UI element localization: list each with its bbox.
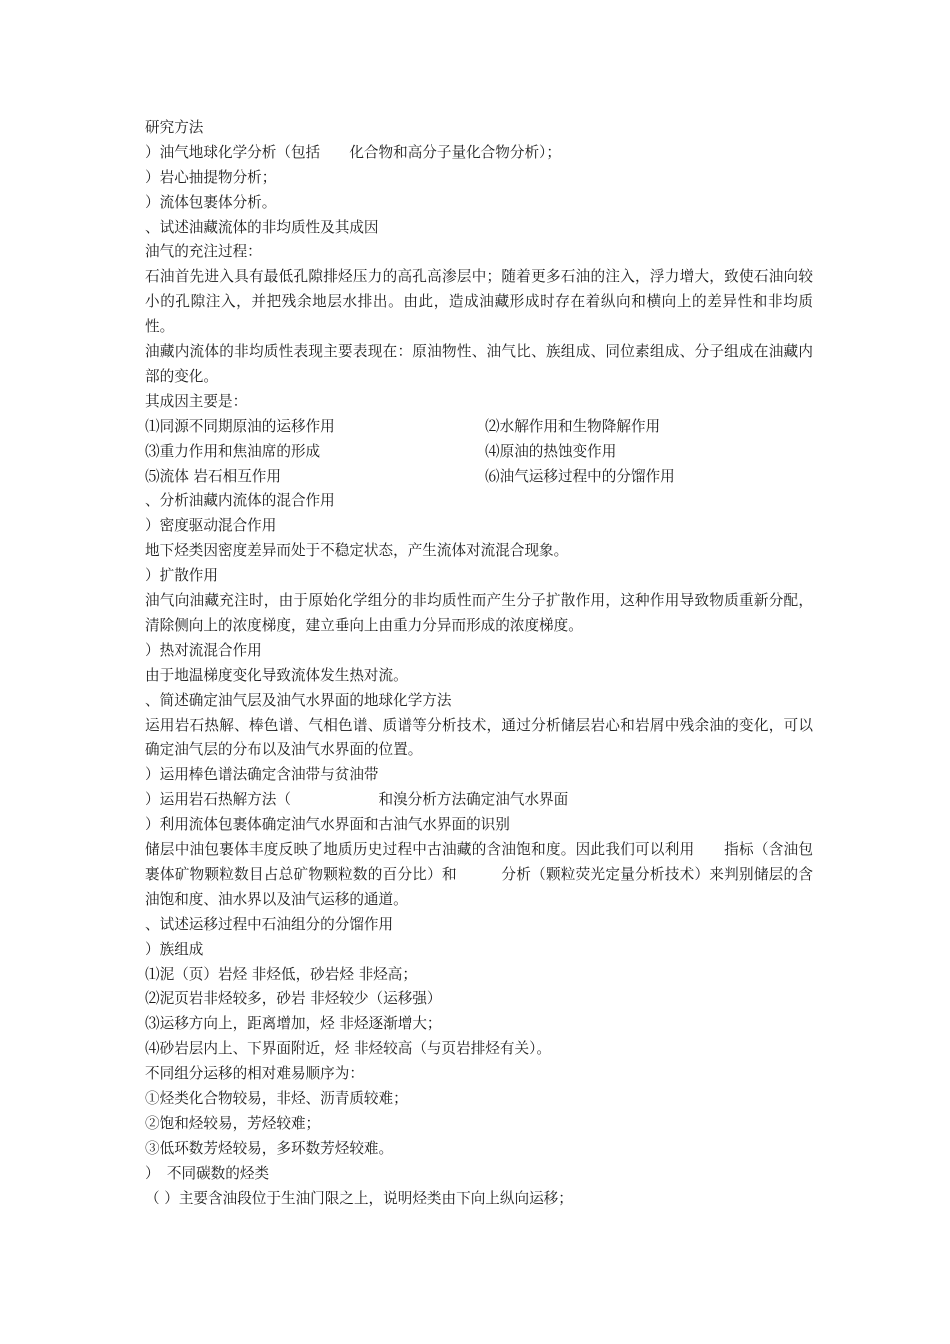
list-item: ）运用岩石热解方法（ 和溴分析方法确定油气水界面 xyxy=(145,791,569,809)
causes-row xyxy=(145,440,813,465)
document-body xyxy=(145,116,813,1211)
causes-row xyxy=(145,415,813,440)
subheading: 不同组分运移的相对难易顺序为： xyxy=(145,1065,364,1083)
question-heading: 、分析油藏内流体的混合作用 xyxy=(145,492,335,510)
cause-item: ⑷原油的热蚀变作用 xyxy=(485,442,617,460)
list-item: ）利用流体包裹体确定油气水界面和古油气水界面的识别 xyxy=(145,816,510,834)
question-heading: 、试述油藏流体的非均质性及其成因 xyxy=(145,218,379,236)
list-item: ）热对流混合作用 xyxy=(145,641,262,659)
section-heading: 研究方法 xyxy=(145,119,204,136)
paragraph: 石油首先进入具有最低孔隙排烃压力的高孔高渗层中；随着更多石油的注入，浮力增大，致使石油向较小的孔隙注入，并把残余地层水排出。由此，造成油藏形成时存在着纵向和横向上的差异性和非均质性。 xyxy=(145,268,813,336)
list-item: ） 不同碳数的烃类 xyxy=(145,1164,270,1182)
causes-row xyxy=(145,465,813,490)
list-item: ）岩心抽提物分析； xyxy=(145,168,277,186)
list-item: ）油气地球化学分析（包括 化合物和高分子量化合物分析）； xyxy=(145,143,561,161)
list-item: ⑴泥（页）岩烃 非烃低，砂岩烃 非烃高； xyxy=(145,965,417,983)
question-heading: 、试述运移过程中石油组分的分馏作用 xyxy=(145,915,394,933)
list-item: ）流体包裹体分析。 xyxy=(145,193,277,211)
paragraph: 储层中油包裹体丰度反映了地质历史过程中古油藏的含油饱和度。因此我们可以利用 指标（含油包裹体矿物颗粒数目占总矿物颗粒数的百分比）和 分析（颗粒荧光定量分析技术）来判别储层的含油饱和度、油水界以及油气运移的通道。 xyxy=(145,841,813,908)
list-item: （ ）主要含油段位于生油门限之上，说明烃类由下向上纵向运移； xyxy=(145,1189,573,1207)
cause-item: ⑸流体 岩石相互作用 xyxy=(145,467,281,485)
list-item: ）密度驱动混合作用 xyxy=(145,517,277,535)
paragraph: 油藏内流体的非均质性表现主要表现在：原油物性、油气比、族组成、同位素组成、分子组成在油藏内部的变化。 xyxy=(145,343,813,385)
cause-item: ⑶重力作用和焦油席的形成 xyxy=(145,442,321,460)
subheading: 油气的充注过程： xyxy=(145,243,262,261)
paragraph: 运用岩石热解、棒色谱、气相色谱、质谱等分析技术，通过分析储层岩心和岩屑中残余油的变化，可以确定油气层的分布以及油气水界面的位置。 xyxy=(145,716,813,759)
list-item: ③低环数芳烃较易，多环数芳烃较难。 xyxy=(145,1139,394,1157)
list-item: ①烃类化合物较易，非烃、沥青质较难； xyxy=(145,1089,408,1107)
list-item: ⑷砂岩层内上、下界面附近，烃 非烃较高（与页岩排烃有关）。 xyxy=(145,1040,551,1058)
cause-item: ⑵水解作用和生物降解作用 xyxy=(485,417,661,435)
paragraph: 地下烃类因密度差异而处于不稳定状态，产生流体对流混合现象。 xyxy=(145,542,569,560)
subheading: 其成因主要是： xyxy=(145,392,248,410)
list-item: ⑵泥页岩非烃较多，砂岩 非烃较少（运移强） xyxy=(145,990,442,1008)
paragraph: 由于地温梯度变化导致流体发生热对流。 xyxy=(145,666,408,684)
cause-item: ⑹油气运移过程中的分馏作用 xyxy=(485,467,675,485)
cause-item: ⑴同源不同期原油的运移作用 xyxy=(145,417,335,435)
list-item: ⑶运移方向上，距离增加，烃 非烃逐渐增大； xyxy=(145,1015,442,1033)
list-item: ）扩散作用 xyxy=(145,567,218,585)
list-item: ②饱和烃较易，芳烃较难； xyxy=(145,1114,321,1132)
question-heading: 、简述确定油气层及油气水界面的地球化学方法 xyxy=(145,691,452,709)
list-item: ）运用棒色谱法确定含油带与贫油带 xyxy=(145,766,379,784)
paragraph: 油气向油藏充注时，由于原始化学组分的非均质性而产生分子扩散作用，这种作用导致物质重新分配，清除侧向上的浓度梯度，建立垂向上由重力分异而形成的浓度梯度。 xyxy=(145,592,813,634)
list-item: ）族组成 xyxy=(145,940,204,958)
